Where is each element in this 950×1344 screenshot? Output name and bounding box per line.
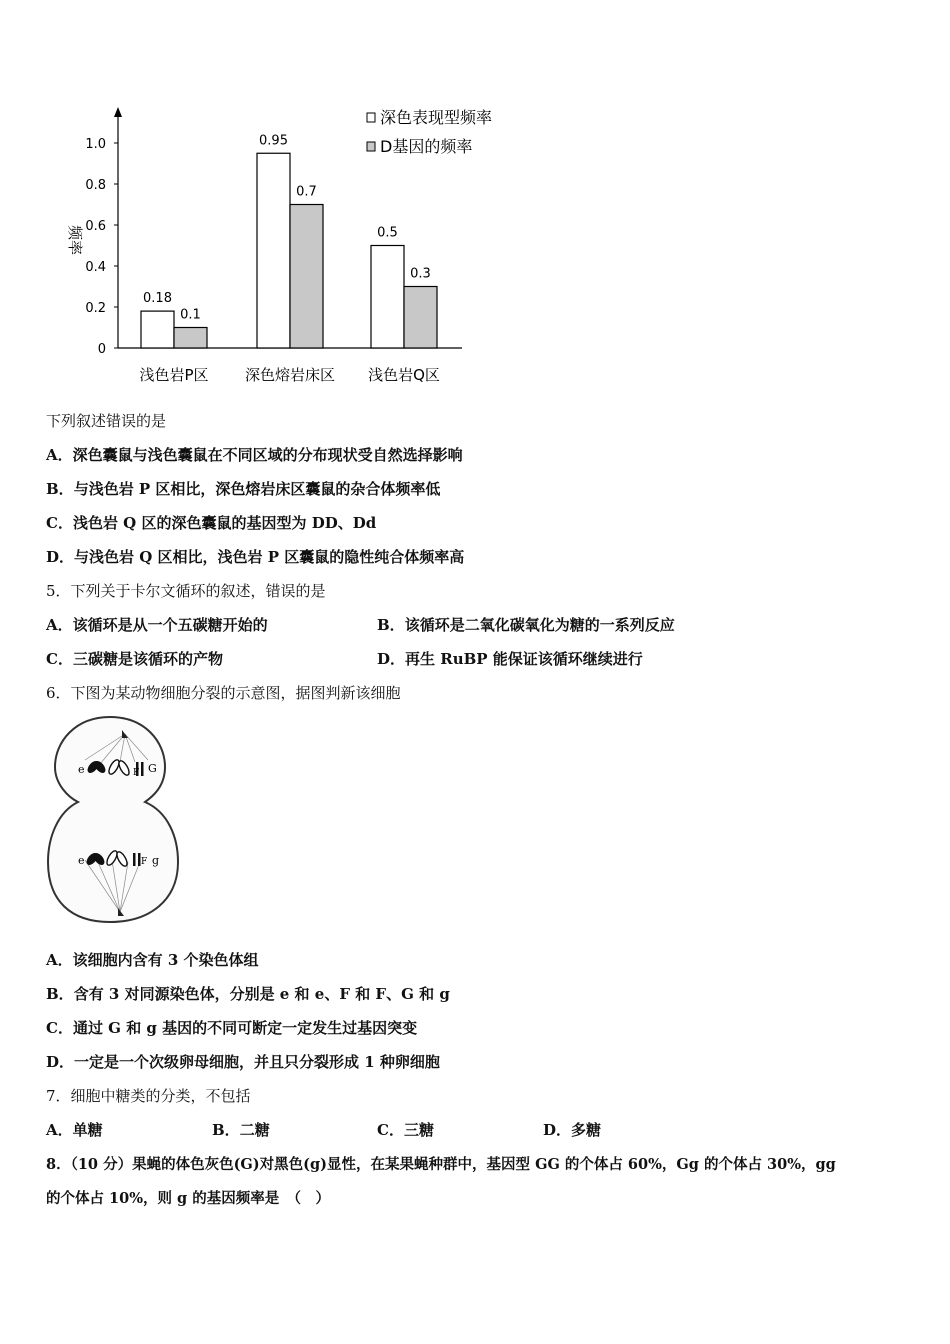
y-tick-label: 0.6 — [85, 219, 106, 234]
y-tick-label: 0.8 — [85, 178, 106, 193]
data-label: 0.1 — [180, 307, 201, 323]
data-label: 0.18 — [143, 291, 172, 307]
q4-option-c — [46, 513, 376, 533]
legend — [367, 108, 492, 156]
q6-option-d — [46, 1052, 440, 1072]
option-letter: B． — [212, 1121, 240, 1139]
q6-option-b — [46, 984, 450, 1004]
legend-swatch-series-2 — [367, 142, 375, 151]
label-g-top: G — [148, 762, 157, 775]
y-tick-label: 0.2 — [85, 301, 106, 316]
option-letter: A． — [46, 446, 73, 464]
option-letter: C． — [46, 650, 73, 668]
q5-option-c — [46, 649, 223, 669]
legend-label-series-2: D基因的频率 — [380, 137, 473, 156]
option-text: 通过 G 和 g 基因的不同可断定一定发生过基因突变 — [72, 1019, 418, 1037]
bar-d-gene-1 — [290, 205, 323, 349]
label-e-top: e — [78, 763, 85, 776]
legend-swatch-series-1 — [367, 113, 375, 122]
q4-option-d — [46, 547, 464, 567]
option-text: 一定是一个次级卵母细胞，并且只分裂形成 1 种卵细胞 — [74, 1053, 440, 1071]
q5-stem: 5．下列关于卡尔文循环的叙述，错误的是 — [46, 582, 326, 600]
q4-option-a — [46, 445, 463, 465]
option-text: 浅色岩 Q 区的深色囊鼠的基因型为 DD、Dd — [72, 514, 377, 532]
q7-option-c — [377, 1120, 434, 1140]
label-f-bottom: F — [141, 857, 148, 867]
label-g-bottom: g — [152, 854, 160, 867]
option-letter: B． — [377, 616, 405, 634]
bar-dark-phenotype-2 — [371, 246, 404, 349]
option-letter: A． — [46, 1121, 73, 1139]
x-tick-label: 浅色岩P区 — [139, 366, 209, 384]
y-tick-label: 1.0 — [85, 137, 106, 152]
cell-division-figure — [40, 712, 180, 927]
bar-d-gene-0 — [174, 328, 207, 349]
gene-frequency-chart — [40, 95, 540, 395]
y-ticks — [85, 137, 118, 357]
option-letter: D． — [543, 1121, 572, 1139]
option-text: 多糖 — [571, 1121, 602, 1139]
data-label: 0.3 — [410, 266, 431, 282]
data-label: 0.5 — [377, 225, 398, 241]
option-letter: B． — [46, 480, 74, 498]
option-text: 含有 3 对同源染色体，分别是 e 和 e、F 和 F、G 和 g — [73, 985, 450, 1003]
option-letter: C． — [46, 1019, 73, 1037]
y-tick-label: 0 — [97, 342, 106, 357]
y-tick-label: 0.4 — [85, 260, 106, 275]
option-text: 该循环是从一个五碳糖开始的 — [72, 616, 268, 634]
option-letter: A． — [46, 951, 73, 969]
q5-option-a — [46, 615, 268, 635]
q5-option-d — [377, 649, 643, 669]
q7-option-a — [46, 1120, 103, 1140]
q7-option-d — [543, 1120, 601, 1140]
option-text: 该循环是二氧化碳氧化为糖的一系列反应 — [404, 616, 675, 634]
data-label: 0.7 — [296, 184, 317, 200]
q7-stem: 7．细胞中糖类的分类，不包括 — [46, 1087, 251, 1105]
q5-option-b — [377, 615, 675, 635]
option-text: 单糖 — [72, 1121, 103, 1139]
option-letter: C． — [46, 514, 73, 532]
data-label: 0.95 — [259, 133, 288, 149]
option-text: 该细胞内含有 3 个染色体组 — [72, 951, 259, 969]
chart-svg — [40, 95, 540, 395]
q8-line-2: 的个体占 10%，则 g 的基因频率是 （ ） — [46, 1190, 330, 1207]
option-text: 二糖 — [239, 1121, 270, 1139]
option-text: 深色囊鼠与浅色囊鼠在不同区域的分布现状受自然选择影响 — [72, 446, 463, 464]
q6-option-a — [46, 950, 259, 970]
q6-stem: 6．下图为某动物细胞分裂的示意图，据图判新该细胞 — [46, 684, 401, 702]
bar-d-gene-2 — [404, 287, 437, 349]
label-e-bottom: e — [78, 854, 85, 867]
bar-dark-phenotype-1 — [257, 153, 290, 348]
option-letter: D． — [377, 650, 406, 668]
q4-option-b — [46, 479, 440, 499]
option-letter: D． — [46, 1053, 75, 1071]
label-f-top: F — [133, 768, 140, 778]
x-tick-label: 浅色岩Q区 — [368, 366, 440, 384]
y-axis-label: 频率 — [66, 224, 84, 256]
q7-option-b — [212, 1120, 270, 1140]
option-letter: D． — [46, 548, 75, 566]
option-text: 三碳糖是该循环的产物 — [72, 650, 223, 668]
option-text: 再生 RuBP 能保证该循环继续进行 — [405, 650, 643, 668]
q4-stem: 下列叙述错误的是 — [46, 412, 167, 430]
option-letter: B． — [46, 985, 74, 1003]
option-text: 与浅色岩 P 区相比，深色熔岩床区囊鼠的杂合体频率低 — [73, 480, 441, 498]
x-tick-labels — [139, 366, 439, 384]
option-letter: A． — [46, 616, 73, 634]
q6-option-c — [46, 1018, 417, 1038]
option-text: 与浅色岩 Q 区相比，浅色岩 P 区囊鼠的隐性纯合体频率高 — [74, 548, 465, 566]
legend-label-series-1: 深色表现型频率 — [380, 108, 493, 127]
bar-dark-phenotype-0 — [141, 311, 174, 348]
q8-line-1: 8．（10 分）果蝇的体色灰色(G)对黑色(g)显性，在某果蝇种群中，基因型 GG 的个体占 60%，Gg 的个体占 30%，gg — [46, 1156, 836, 1173]
option-letter: C． — [377, 1121, 404, 1139]
x-tick-label: 深色熔岩床区 — [244, 366, 336, 384]
option-text: 三糖 — [403, 1121, 434, 1139]
bars — [141, 133, 437, 348]
